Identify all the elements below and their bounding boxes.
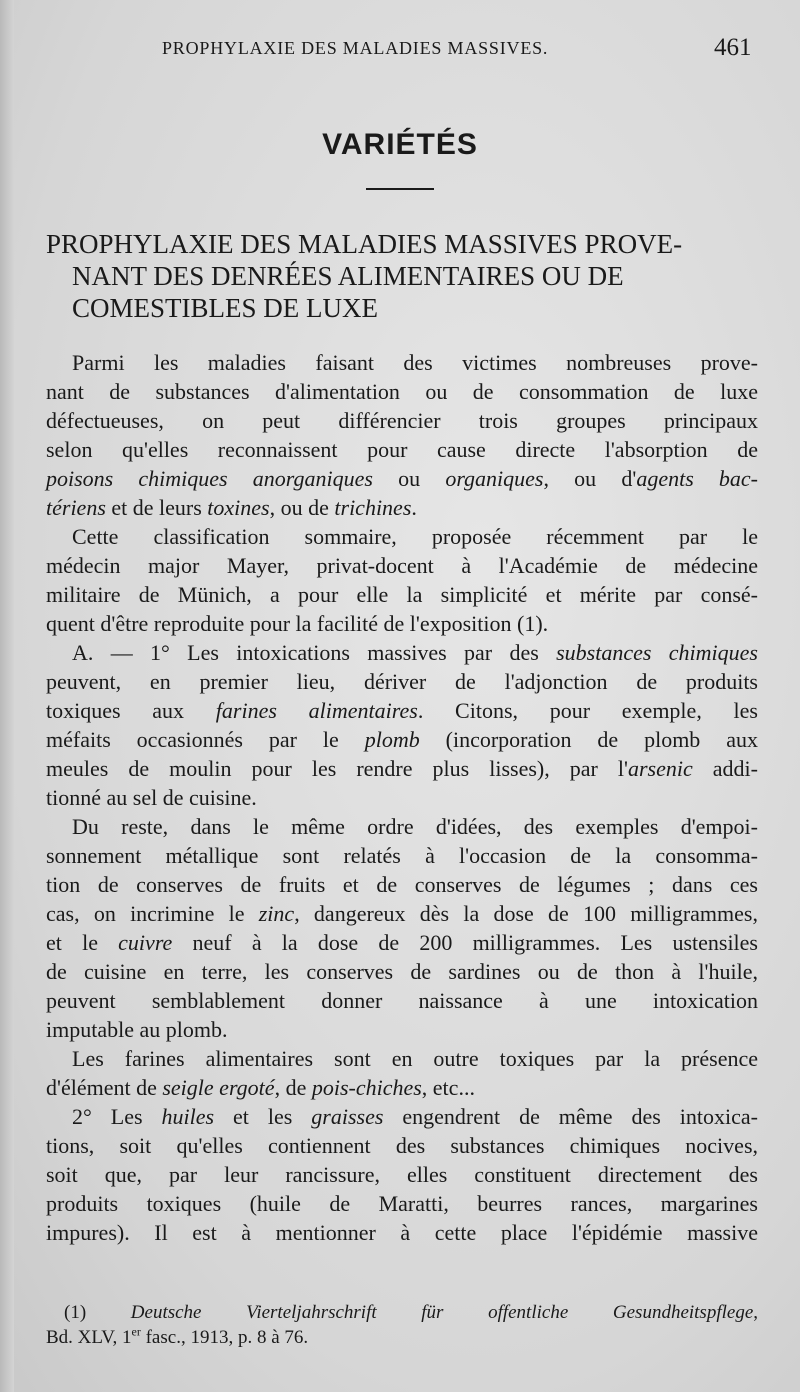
text-run: médecin major Mayer, privat-docent à l'Académie de médecine (46, 553, 758, 578)
page-number: 461 (714, 34, 752, 61)
text-run: (1) (64, 1302, 131, 1323)
body-line (46, 957, 758, 986)
text-run: Parmi les maladies faisant des victimes nombreuses prove- (72, 350, 758, 375)
italic-text: cuivre (118, 930, 173, 955)
body-line (46, 667, 758, 696)
body-line (46, 783, 758, 812)
text-run: d'élément de (46, 1075, 163, 1100)
italic-text: toxines (207, 495, 270, 520)
text-run: défectueuses, on peut différencier trois groupes principaux (46, 408, 758, 433)
italic-text: trichines (334, 495, 412, 520)
body-line (46, 870, 758, 899)
superscript-text: er (131, 1324, 141, 1339)
text-run: 2° Les (72, 1104, 162, 1129)
text-run: d' (621, 466, 637, 491)
footnotes (46, 1300, 758, 1350)
italic-text: plomb (364, 727, 420, 752)
text-run: peuvent, en premier lieu, dériver de l'adjonction de produits (46, 669, 758, 694)
body-line (46, 754, 758, 783)
text-run: impures). Il est à mentionner à cette place l'épidémie massive (46, 1220, 758, 1245)
text-run: fasc., 1913, p. 8 à 76. (140, 1327, 309, 1348)
text-run: . (411, 495, 417, 520)
text-run: nant de substances d'alimentation ou de consommation de luxe (46, 379, 758, 404)
text-run: neuf à la dose de 200 milligrammes. Les ustensiles (172, 930, 758, 955)
body-line (46, 377, 758, 406)
text-run: meules de moulin pour les rendre plus lisses), par l' (46, 756, 628, 781)
body-line (46, 638, 758, 667)
text-run: imputable au plomb. (46, 1017, 228, 1042)
text-run: (incorporation de plomb aux (419, 727, 758, 752)
italic-text: graisses (311, 1104, 384, 1129)
text-run: quent d'être reproduite pour la facilité de l'exposition (1). (46, 611, 549, 636)
body-line (46, 696, 758, 725)
body-line (46, 725, 758, 754)
text-run: , etc... (421, 1075, 475, 1100)
body-line (46, 493, 758, 522)
text-run: cas, on incrimine le (46, 901, 259, 926)
body-line (46, 1015, 758, 1044)
text-run: Bd. XLV, 1 (46, 1327, 132, 1348)
text-run: sonnement métallique sont relatés à l'occasion de la consomma- (46, 843, 758, 868)
text-run: produits toxiques (huile de Maratti, beurres rances, margarines (46, 1191, 758, 1216)
text-run: et de leurs (105, 495, 208, 520)
italic-text: seigle ergoté (162, 1075, 275, 1100)
article-title-line: PROPHYLAXIE DES MALADIES MASSIVES PROVE- (46, 229, 683, 259)
text-run: Cette classification sommaire, proposée récemment par le (72, 524, 758, 549)
body-line (46, 348, 758, 377)
body-text (46, 348, 758, 1247)
italic-text: arsenic (628, 756, 693, 781)
body-line (46, 1218, 758, 1247)
body-line (46, 1189, 758, 1218)
body-line (46, 928, 758, 957)
body-line (46, 1044, 758, 1073)
body-line (46, 551, 758, 580)
article-title-line: COMESTIBLES DE LUXE (72, 293, 378, 323)
running-head: PROPHYLAXIE DES MALADIES MASSIVES. (162, 38, 549, 58)
footnote-line (46, 1325, 758, 1350)
body-line (46, 899, 758, 928)
body-line (46, 986, 758, 1015)
article-title (46, 228, 758, 324)
body-line (46, 580, 758, 609)
body-line (46, 1073, 758, 1102)
italic-text: huiles (161, 1104, 215, 1129)
page-gutter-shadow (0, 0, 14, 1392)
body-line (46, 1160, 758, 1189)
section-title: VARIÉTÉS (322, 128, 478, 161)
italic-text: zinc (258, 901, 295, 926)
text-run: tionné au sel de cuisine. (46, 785, 257, 810)
italic-text: Deutsche Vierteljahrschrift für offentliche Gesundheitspflege (130, 1302, 754, 1323)
text-run: . Citons, pour exemple, les (417, 698, 758, 723)
italic-text: farines alimentaires (215, 698, 418, 723)
italic-text: organiques (445, 466, 544, 491)
body-line (46, 609, 758, 638)
text-run: de cuisine en terre, les conserves de sardines ou de thon à l'huile, (46, 959, 758, 984)
text-run: A. — 1° Les intoxications massives par des (72, 640, 557, 665)
body-line (46, 522, 758, 551)
body-line (46, 435, 758, 464)
footnote-line (46, 1300, 758, 1325)
body-line (46, 841, 758, 870)
italic-text: tériens (46, 495, 106, 520)
body-line (46, 1131, 758, 1160)
italic-text: agents bac- (636, 466, 759, 491)
italic-text: pois-chiches (311, 1075, 422, 1100)
text-run: ou (372, 466, 446, 491)
text-run: et les (214, 1104, 312, 1129)
text-run: engendrent de même des intoxica- (383, 1104, 758, 1129)
text-run: militaire de Münich, a pour elle la simplicité et mérite par consé- (46, 582, 758, 607)
text-run: , dangereux dès la dose de 100 milligrammes, (294, 901, 758, 926)
article-title-line: NANT DES DENRÉES ALIMENTAIRES OU DE (72, 261, 624, 291)
text-run: Les farines alimentaires sont en outre toxiques par la présence (72, 1046, 758, 1071)
text-run: méfaits occasionnés par le (46, 727, 365, 752)
text-run: tion de conserves de fruits et de conserves de légumes ; dans ces (46, 872, 758, 897)
text-run: soit que, par leur rancissure, elles constituent directement des (46, 1162, 758, 1187)
text-run: addi- (692, 756, 758, 781)
text-run: tions, soit qu'elles contiennent des substances chimiques nocives, (46, 1133, 758, 1158)
body-line (46, 812, 758, 841)
text-run: , ou (543, 466, 622, 491)
text-run: , (753, 1302, 758, 1323)
text-run: , de (274, 1075, 312, 1100)
text-run: et le (46, 930, 119, 955)
text-run: , ou de (269, 495, 335, 520)
text-run: peuvent semblablement donner naissance à une intoxication (46, 988, 758, 1013)
text-run: Du reste, dans le même ordre d'idées, des exemples d'empoi- (72, 814, 758, 839)
text-run: toxiques aux (46, 698, 216, 723)
text-run: selon qu'elles reconnaissent pour cause directe l'absorption de (46, 437, 758, 462)
body-line (46, 1102, 758, 1131)
body-line (46, 406, 758, 435)
italic-text: poisons chimiques anorganiques (46, 466, 373, 491)
title-rule (366, 188, 434, 190)
body-line (46, 464, 758, 493)
italic-text: substances chimiques (556, 640, 758, 665)
